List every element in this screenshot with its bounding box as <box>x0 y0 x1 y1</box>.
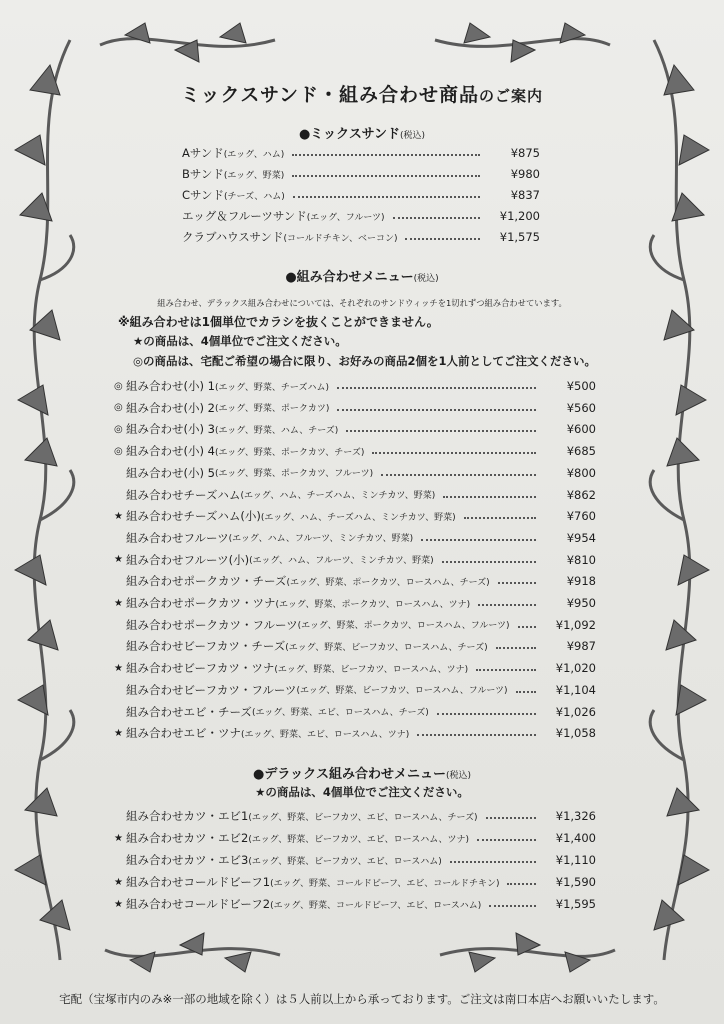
item-ingredients: (エッグ、野菜、ポークカツ、チーズ) <box>214 447 365 458</box>
dotted-leader <box>421 539 536 541</box>
menu-item-row <box>114 464 596 482</box>
dotted-leader <box>498 582 536 584</box>
combo-note-mustard: ※組み合わせは1個単位でカラシを抜くことができません。 <box>118 315 439 329</box>
dotted-leader <box>292 175 480 177</box>
item-mark-symbol: ★ <box>114 832 123 844</box>
item-mark-symbol: ★ <box>114 662 123 674</box>
item-price: ¥1,575 <box>499 230 540 244</box>
item-mark-symbol: ◎ <box>114 445 123 457</box>
item-price: ¥1,595 <box>555 897 596 911</box>
menu-item-row <box>182 144 540 162</box>
menu-item-row <box>114 442 596 460</box>
item-price: ¥760 <box>566 509 596 524</box>
item-name: 組み合わせエビ・チーズ <box>126 704 252 719</box>
vine-top-left-decoration <box>95 15 285 70</box>
vine-bottom-left-decoration <box>100 925 290 980</box>
menu-item-row <box>114 420 596 438</box>
item-ingredients: (エッグ、野菜、コールドビーフ、エビ、コールドチキン) <box>270 878 500 889</box>
item-ingredients: (エッグ、ハム、チーズハム、ミンチカツ、野菜) <box>260 512 456 523</box>
dotted-leader <box>292 154 480 156</box>
item-name: エッグ＆フルーツサンド <box>182 209 307 223</box>
item-mark-symbol: ★ <box>114 554 123 566</box>
menu-item-row <box>114 851 596 869</box>
menu-item-row <box>114 486 596 504</box>
vine-border-right-decoration <box>614 0 724 1000</box>
item-name: 組み合わせカツ・エビ3 <box>126 853 249 867</box>
mix-section-heading <box>0 123 724 142</box>
item-ingredients: (エッグ、野菜、ビーフカツ、ロースハム、フルーツ) <box>296 686 508 697</box>
item-name: Aサンド <box>182 146 224 160</box>
menu-item-row <box>114 551 596 569</box>
item-name: 組み合わせコールドビーフ1 <box>126 875 271 889</box>
menu-item-row <box>114 594 596 612</box>
combo-heading-text: ●組み合わせメニュー <box>285 270 414 285</box>
item-name: 組み合わせ(小) 5 <box>126 465 215 480</box>
item-ingredients: (エッグ、野菜、エビ、ロースハム、チーズ) <box>251 708 429 718</box>
item-mark-symbol: ★ <box>114 727 123 739</box>
item-mark-symbol: ◎ <box>114 423 123 435</box>
item-name: 組み合わせポークカツ・チーズ <box>126 574 287 589</box>
menu-item-row <box>114 829 596 847</box>
item-ingredients: (エッグ、ハム、チーズハム、ミンチカツ、野菜) <box>240 491 436 501</box>
deluxe-section-heading <box>0 763 724 782</box>
item-price: ¥1,590 <box>555 875 596 889</box>
item-ingredients: (エッグ、野菜、ハム、チーズ) <box>214 425 339 436</box>
item-ingredients: (エッグ、野菜、ポークカツ、ロースハム、フルーツ) <box>297 621 510 632</box>
item-name: 組み合わせ(小) 1 <box>126 379 215 393</box>
item-name: 組み合わせカツ・エビ1 <box>126 809 249 823</box>
menu-item-row <box>114 659 596 677</box>
item-price: ¥987 <box>566 639 596 654</box>
item-price: ¥500 <box>566 379 596 393</box>
item-ingredients: (エッグ、野菜、ビーフカツ、ロースハム、ツナ) <box>274 664 469 675</box>
item-name: 組み合わせポークカツ・ツナ <box>126 596 276 610</box>
item-price: ¥1,200 <box>499 209 540 223</box>
menu-item-row <box>182 186 540 204</box>
item-name: 組み合わせ(小) 2 <box>126 400 215 415</box>
menu-item-row <box>114 724 596 742</box>
menu-item-row <box>114 681 596 699</box>
dotted-leader <box>346 430 536 432</box>
item-price: ¥560 <box>566 400 596 415</box>
menu-item-row <box>114 529 596 547</box>
menu-item-row <box>114 616 596 634</box>
item-price: ¥862 <box>566 487 596 502</box>
menu-item-row <box>114 507 596 525</box>
page-title-suffix: のご案内 <box>479 87 544 105</box>
item-name: 組み合わせカツ・エビ2 <box>126 831 249 845</box>
item-ingredients: (エッグ、野菜、ポークカツ) <box>214 404 330 415</box>
item-mark-symbol: ★ <box>114 898 123 910</box>
item-price: ¥1,026 <box>555 704 596 719</box>
item-ingredients: (エッグ、野菜、コールドビーフ、エビ、ロースハム) <box>270 900 482 911</box>
item-price: ¥1,326 <box>555 809 596 823</box>
menu-item-row <box>114 895 596 913</box>
dotted-leader <box>293 196 480 198</box>
item-ingredients: (エッグ、野菜、ポークカツ、ロースハム、チーズ) <box>286 577 490 588</box>
item-ingredients: (エッグ、ハム、フルーツ、ミンチカツ、野菜) <box>249 556 434 567</box>
menu-item-row <box>114 873 596 891</box>
mix-tax-label: (税込) <box>400 131 426 141</box>
item-ingredients: (エッグ、フルーツ) <box>306 212 385 223</box>
item-price: ¥1,110 <box>555 853 596 867</box>
combo-tax-label: (税込) <box>413 274 439 284</box>
page-title-main: ミックスサンド・組み合わせ商品 <box>180 84 480 106</box>
dotted-leader <box>496 647 536 649</box>
item-price: ¥918 <box>566 574 596 589</box>
menu-item-row <box>114 637 596 655</box>
item-name: 組み合わせフルーツ(小) <box>126 552 250 567</box>
item-ingredients: (エッグ、野菜、エビ、ロースハム、ツナ) <box>241 729 410 740</box>
combo-section-heading <box>0 266 724 285</box>
item-name: 組み合わせ(小) 3 <box>126 422 215 437</box>
dotted-leader <box>337 409 536 411</box>
item-price: ¥685 <box>566 444 596 459</box>
vine-bottom-right-decoration <box>430 925 620 980</box>
deluxe-heading-text: ●デラックス組み合わせメニュー <box>253 767 446 782</box>
dotted-leader <box>450 861 536 863</box>
item-ingredients: (エッグ、野菜、ポークカツ、ロースハム、ツナ) <box>275 599 471 610</box>
item-ingredients: (エッグ、野菜) <box>223 170 285 181</box>
item-ingredients: (エッグ、野菜、ビーフカツ、エビ、ロースハム、チーズ) <box>248 812 478 823</box>
item-ingredients: (エッグ、野菜、ビーフカツ、ロースハム、チーズ) <box>285 642 488 653</box>
dotted-leader <box>486 817 536 819</box>
mix-heading-text: ●ミックスサンド <box>298 127 400 142</box>
item-price: ¥1,058 <box>555 726 596 741</box>
item-name: クラブハウスサンド <box>182 230 284 244</box>
item-name: 組み合わせポークカツ・フルーツ <box>126 617 298 632</box>
deluxe-tax-label: (税込) <box>445 771 471 781</box>
menu-item-row <box>114 377 596 395</box>
dotted-leader <box>478 604 536 606</box>
item-price: ¥837 <box>510 188 540 202</box>
item-price: ¥1,092 <box>555 617 596 632</box>
item-name: Cサンド <box>182 188 224 202</box>
dotted-leader <box>372 452 536 454</box>
item-ingredients: (エッグ、野菜、ポークカツ、フルーツ) <box>214 469 374 480</box>
dotted-leader <box>381 474 536 476</box>
vine-border-left-decoration <box>0 0 110 1000</box>
item-price: ¥1,020 <box>555 661 596 676</box>
item-ingredients: (コールドチキン、ベーコン) <box>283 233 398 244</box>
dotted-leader <box>405 238 480 240</box>
item-name: 組み合わせビーフカツ・フルーツ <box>126 682 297 697</box>
item-price: ¥800 <box>566 465 596 480</box>
item-name: 組み合わせチーズハム <box>126 487 241 502</box>
dotted-leader <box>464 517 536 519</box>
menu-item-row <box>182 207 540 225</box>
item-price: ¥810 <box>566 552 596 567</box>
page-title <box>0 80 724 107</box>
menu-item-row <box>114 807 596 825</box>
item-price: ¥954 <box>566 530 596 545</box>
dotted-leader <box>442 561 536 563</box>
deluxe-note-star: ★の商品は、4個単位でご注文ください。 <box>255 785 469 799</box>
item-name: 組み合わせ(小) 4 <box>126 444 215 459</box>
item-mark-symbol: ◎ <box>114 380 123 392</box>
item-price: ¥950 <box>566 596 596 610</box>
item-mark-symbol: ◎ <box>114 402 123 414</box>
item-ingredients: (エッグ、ハム、フルーツ、ミンチカツ、野菜) <box>228 534 414 545</box>
item-name: 組み合わせフルーツ <box>126 530 229 545</box>
menu-item-row <box>182 165 540 183</box>
item-name: 組み合わせビーフカツ・ツナ <box>126 661 275 676</box>
item-ingredients: (エッグ、野菜、ビーフカツ、エビ、ロースハム) <box>248 856 442 867</box>
item-price: ¥875 <box>510 146 540 160</box>
item-price: ¥1,104 <box>555 682 596 697</box>
dotted-leader <box>337 387 536 389</box>
item-ingredients: (エッグ、野菜、ビーフカツ、エビ、ロースハム、ツナ) <box>248 834 470 845</box>
item-name: Bサンド <box>182 167 224 181</box>
menu-item-row <box>114 572 596 590</box>
item-ingredients: (チーズ、ハム) <box>223 191 285 202</box>
dotted-leader <box>417 734 536 736</box>
combo-note-description: 組み合わせ、デラックス組み合わせについては、それぞれのサンドウィッチを1切れずつ組み合わせています。 <box>157 298 567 308</box>
item-ingredients: (エッグ、野菜、チーズハム) <box>214 382 329 393</box>
vine-top-right-decoration <box>425 15 615 70</box>
item-name: 組み合わせチーズハム(小) <box>126 509 261 524</box>
item-mark-symbol: ★ <box>114 597 123 609</box>
item-ingredients: (エッグ、ハム) <box>223 149 285 160</box>
combo-note-double-circle: ◎の商品は、宅配ご希望の場合に限り、お好みの商品2個を1人前としてご注文ください。 <box>133 354 597 368</box>
menu-item-row <box>182 228 540 246</box>
item-name: 組み合わせエビ・ツナ <box>126 726 241 741</box>
item-name: 組み合わせビーフカツ・チーズ <box>126 639 286 654</box>
dotted-leader <box>437 713 536 715</box>
dotted-leader <box>507 883 536 885</box>
dotted-leader <box>393 217 480 219</box>
dotted-leader <box>516 691 537 693</box>
menu-item-row <box>114 703 596 721</box>
item-price: ¥600 <box>566 422 596 437</box>
dotted-leader <box>443 496 536 498</box>
item-mark-symbol: ★ <box>114 876 123 888</box>
menu-item-row <box>114 399 596 417</box>
item-name: 組み合わせコールドビーフ2 <box>126 897 271 911</box>
combo-note-star: ★の商品は、4個単位でご注文ください。 <box>133 334 347 348</box>
dotted-leader <box>489 905 536 907</box>
delivery-footer-note: 宅配（宝塚市内のみ※一部の地域を除く）は５人前以上から承っております。ご注文は南口本店へお願いいたします。 <box>59 992 665 1006</box>
item-price: ¥980 <box>510 167 540 181</box>
dotted-leader <box>518 626 536 628</box>
dotted-leader <box>477 839 536 841</box>
dotted-leader <box>476 669 536 671</box>
item-price: ¥1,400 <box>555 831 596 845</box>
item-mark-symbol: ★ <box>114 510 123 522</box>
